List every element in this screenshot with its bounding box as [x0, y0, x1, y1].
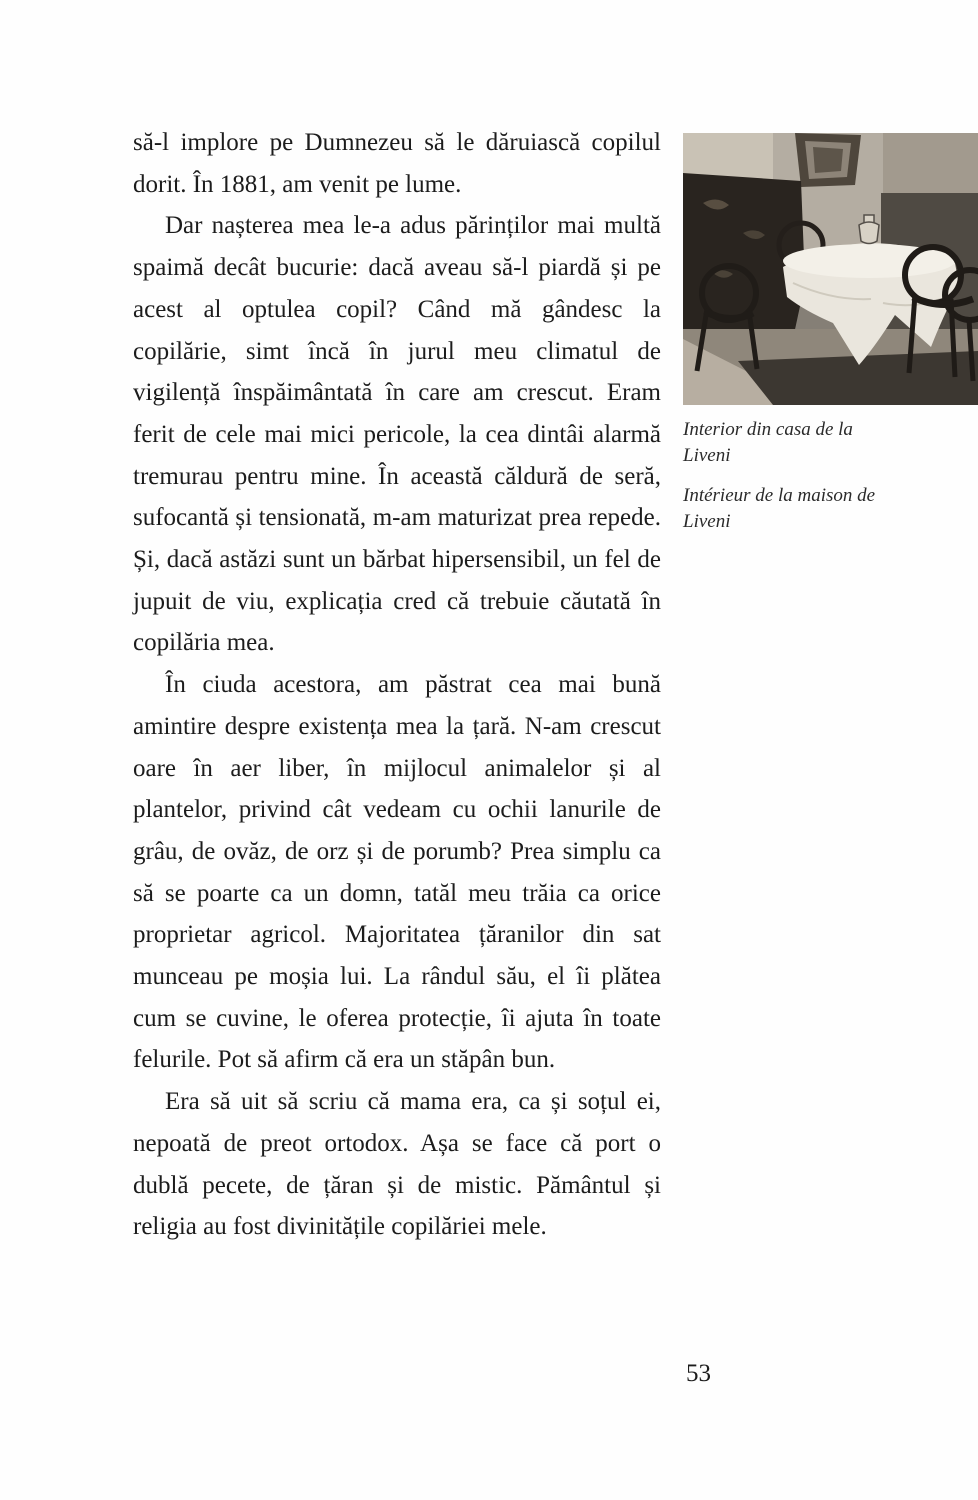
body-text	[133, 122, 661, 1248]
paragraph-3: În ciuda acestora, am păstrat cea mai bună amintire despre existența mea la țară. N-am crescut oare în aer liber, în mijlocul animalelor și al plantelor, privind cât vedeam cu ochii lanurile de grâu, de ovăz, de orz și de porumb? Prea simplu ca să se poarte ca un domn, tatăl meu trăia ca orice proprietar agricol. Majoritatea țăranilor din sat munceau pe moșia lui. La rândul său, el îi plătea cum se cuvine, le oferea protecție, îi ajuta în toate felurile. Pot să afirm că era un stăpân bun.	[133, 671, 661, 1074]
photo-captions	[683, 417, 893, 535]
photo-figure	[683, 133, 978, 535]
paragraph-1: să-l implore pe Dumnezeu să le dăruiască copilul dorit. În 1881, am venit pe lume.	[133, 129, 661, 198]
interior-photo-illustration	[683, 133, 978, 405]
photo-interior-liveni	[683, 133, 978, 405]
page-number: 53	[686, 1360, 711, 1387]
paragraph-4: Era să uit să scriu că mama era, ca și soțul ei, nepoată de preot ortodox. Așa se face că port o dublă pecete, de țăran și de mistic. Pământul și religia au fost divinitățile copilăriei mele.	[133, 1088, 661, 1241]
photo-caption-french: Intérieur de la maison de Liveni	[683, 485, 876, 532]
paragraph-2: Dar nașterea mea le-a adus părinților mai multă spaimă decât bucurie: dacă aveau să-l piardă și pe acest al optulea copil? Când mă gândesc la copilărie, simt încă în jurul meu climatul de vigilență înspăimântată în care am crescut. Eram ferit de cele mai mici pericole, la cea dintâi alarmă tremurau pentru mine. În această căldură de seră, sufocantă și tensionată, m-am maturizat prea repede. Și, dacă astăzi sunt un bărbat hipersensibil, un fel de jupuit de viu, explicația cred că trebuie căutată în copilăria mea.	[133, 212, 661, 657]
photo-caption-romanian: Interior din casa de la Liveni	[683, 419, 853, 466]
